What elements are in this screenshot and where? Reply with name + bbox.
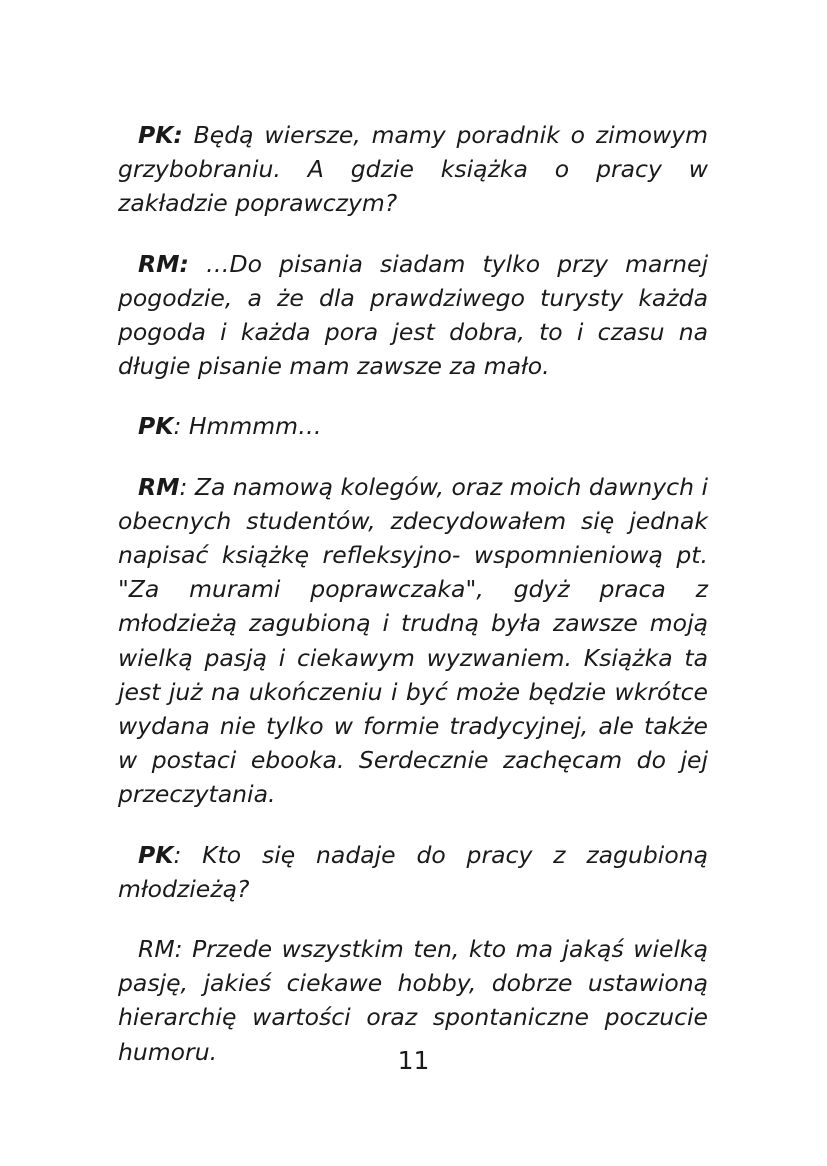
- speaker-label: RM:: [138, 249, 189, 278]
- speaker-label: PK: [138, 412, 174, 441]
- paragraph-text: RM: Przede wszystkim ten, kto ma jakąś wielką pasję, jakieś ciekawe hobby, dobrze ustawioną hierarchię wartości oraz spontaniczne poczucie humoru.: [118, 935, 708, 1066]
- paragraph-text: …Do pisania siadam tylko przy marnej pogodzie, a że dla prawdziwego turysty każda pogoda i każda pora jest dobra, to i czasu na długie pisanie mam zawsze za mało.: [118, 249, 708, 381]
- speaker-label: RM: [138, 472, 180, 501]
- paragraph-rm-answer-1: [118, 247, 708, 384]
- page-body: [118, 118, 708, 1095]
- speaker-label: PK:: [138, 121, 183, 149]
- paragraph-pk-question-1: [118, 118, 708, 221]
- paragraph-text: Będą wiersze, mamy poradnik o zimowym grzybobraniu. A gdzie książka o pracy w zakładzie poprawczym?: [118, 121, 708, 218]
- paragraph-pk-question-3: [118, 838, 708, 906]
- paragraph-pk-question-2: [118, 409, 708, 443]
- speaker-label: PK: [138, 840, 174, 869]
- paragraph-text: : Kto się nadaje do pracy z zagubioną młodzieżą?: [118, 840, 708, 903]
- paragraph-text: : Za namową kolegów, oraz moich dawnych i obecnych studentów, zdecydowałem się jednak napisać książkę refleksyjno- wspomnieniową pt. "Za murami poprawczaka", gdyż praca z młodzieżą zagubioną i trudną była zawsze moją wielką pasją i ciekawym wyzwaniem. Książka ta jest już na ukończeniu i być może będzie wkrótce wydana nie tylko w formie tradycyjnej, ale także w postaci ebooka. Serdecznie zachęcam do jej przeczytania.: [118, 472, 708, 809]
- page-number: 11: [397, 1046, 430, 1075]
- paragraph-rm-answer-2: [118, 470, 708, 812]
- paragraph-text: : Hmmmm…: [173, 412, 322, 441]
